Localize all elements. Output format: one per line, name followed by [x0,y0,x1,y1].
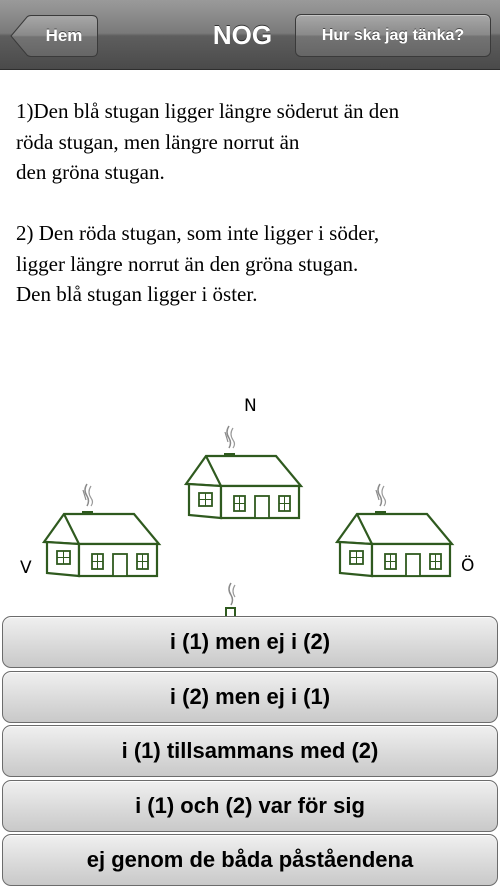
cottages-drawing [0,380,500,620]
answer-button-5[interactable]: ej genom de båda påståendena [2,834,498,886]
back-button-label: Hem [45,26,83,45]
answer-button-4[interactable]: i (1) och (2) var för sig [2,780,498,832]
compass-east-label: Ö [461,556,475,576]
cottage-illustration [0,380,500,620]
answer-button-1[interactable]: i (1) men ej i (2) [2,616,498,668]
statement-2-line-2: ligger längre norrut än den gröna stugan. [16,251,359,276]
statement-2-line-3: Den blå stugan ligger i öster. [16,282,258,306]
west-cottage [44,484,159,576]
navigation-bar [0,0,500,70]
answer-button-3[interactable]: i (1) tillsammans med (2) [2,725,498,777]
south-cottage-partial [226,583,235,620]
north-cottage [186,426,301,518]
statement-2-line-1: 2) Den röda stugan, som inte ligger i söder, [16,221,380,245]
statement-1-line-1: 1)Den blå stugan ligger längre söderut än den [16,99,400,123]
answer-button-2[interactable]: i (2) men ej i (1) [2,671,498,723]
statement-1-line-3: den gröna stugan. [16,160,165,184]
compass-west-label: V [20,558,32,578]
help-button[interactable]: Hur ska jag tänka? [295,14,491,57]
page-title: NOG [212,20,273,50]
back-button[interactable] [10,15,98,57]
compass-north-label: N [244,396,257,416]
question-text [16,96,491,310]
statement-1-line-2: röda stugan, men längre norrut än [16,129,300,154]
east-cottage [337,484,452,576]
